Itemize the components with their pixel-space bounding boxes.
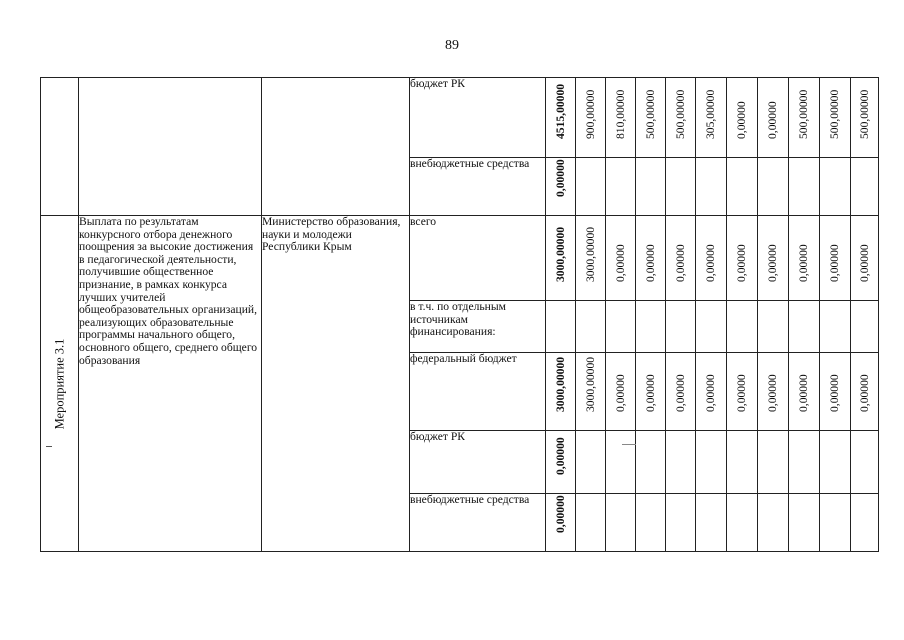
year-amount: 0,00000	[735, 101, 748, 139]
year-amount-cell	[789, 431, 820, 494]
year-amount-cell	[758, 353, 789, 431]
total-amount: 4515,00000	[553, 83, 567, 139]
year-amount-cell	[606, 158, 636, 216]
year-amount-cell	[727, 431, 758, 494]
year-amount: 3000,00000	[583, 226, 597, 282]
year-amount-cell	[576, 494, 606, 552]
total-amount: 3000,00000	[553, 356, 567, 412]
year-amount-cell	[789, 301, 820, 353]
year-amount-cell	[851, 431, 879, 494]
year-amount-cell	[851, 216, 879, 301]
scan-mark	[46, 446, 52, 447]
year-amount: 0,00000	[735, 374, 748, 412]
year-amount: 500,00000	[828, 89, 841, 139]
year-amount-cell	[606, 301, 636, 353]
year-amount-cell	[666, 216, 696, 301]
year-amount-cell	[820, 78, 851, 158]
year-amount-cell	[727, 216, 758, 301]
year-amount-cell	[576, 301, 606, 353]
total-amount-cell	[546, 301, 576, 353]
year-amount-cell	[727, 353, 758, 431]
year-amount-cell	[696, 353, 727, 431]
empty-cell-description	[79, 78, 262, 216]
empty-cell-executor	[262, 78, 410, 216]
year-amount: 0,00000	[673, 374, 687, 412]
total-amount-cell	[546, 78, 576, 158]
year-amount: 0,00000	[673, 244, 687, 282]
year-amount-cell	[576, 431, 606, 494]
year-amount: 0,00000	[613, 244, 627, 282]
year-amount-cell	[820, 158, 851, 216]
year-amount-cell	[820, 301, 851, 353]
year-amount-cell	[636, 494, 666, 552]
empty-cell-number	[41, 78, 79, 216]
year-amount: 0,00000	[613, 374, 627, 412]
year-amount: 0,00000	[766, 244, 779, 282]
year-amount: 0,00000	[643, 374, 657, 412]
executor: Министерство образования, науки и молодежи Республики Крым	[262, 216, 410, 552]
year-amount: 0,00000	[766, 101, 779, 139]
year-amount-cell	[606, 78, 636, 158]
year-amount-cell	[576, 353, 606, 431]
funding-source: бюджет РК	[410, 431, 546, 494]
year-amount: 0,00000	[704, 244, 717, 282]
year-amount: 810,00000	[613, 89, 627, 139]
year-amount-cell	[696, 78, 727, 158]
table-row	[41, 78, 879, 158]
year-amount: 900,00000	[583, 89, 597, 139]
year-amount-cell	[851, 494, 879, 552]
year-amount: 0,00000	[857, 244, 871, 282]
year-amount-cell	[789, 78, 820, 158]
funding-source: внебюджетные средства	[410, 494, 546, 552]
year-amount-cell	[666, 494, 696, 552]
year-amount-cell	[758, 216, 789, 301]
total-amount-cell	[546, 158, 576, 216]
year-amount-cell	[636, 353, 666, 431]
year-amount: 0,00000	[766, 374, 779, 412]
total-amount: 0,00000	[553, 437, 567, 475]
year-amount: 0,00000	[735, 244, 748, 282]
year-amount-cell	[727, 494, 758, 552]
year-amount: 0,00000	[828, 244, 841, 282]
financing-table	[40, 77, 879, 552]
funding-source: внебюджетные средства	[410, 158, 546, 216]
event-description: Выплата по результатам конкурсного отбора денежного поощрения за высокие достижения в педагогической деятельности, получившие общественное признание, в рамках конкурса лучших учителей общеобразовательных организаций, реализующих образовательные программы начального общего, основного общего, среднего общего образования	[79, 216, 262, 552]
year-amount-cell	[696, 301, 727, 353]
year-amount-cell	[666, 431, 696, 494]
year-amount-cell	[820, 494, 851, 552]
year-amount-cell	[666, 353, 696, 431]
event-label: Мероприятие 3.1	[52, 338, 67, 429]
year-amount-cell	[789, 158, 820, 216]
year-amount-cell	[636, 216, 666, 301]
year-amount-cell	[576, 158, 606, 216]
year-amount-cell	[696, 431, 727, 494]
year-amount-cell	[666, 78, 696, 158]
year-amount-cell	[666, 301, 696, 353]
year-amount-cell	[727, 78, 758, 158]
year-amount: 0,00000	[857, 374, 871, 412]
year-amount: 500,00000	[797, 89, 810, 139]
total-amount-cell	[546, 494, 576, 552]
scan-mark	[622, 444, 636, 445]
year-amount: 500,00000	[643, 89, 657, 139]
year-amount-cell	[606, 494, 636, 552]
year-amount-cell	[820, 431, 851, 494]
year-amount-cell	[789, 216, 820, 301]
year-amount: 0,00000	[704, 374, 717, 412]
year-amount-cell	[636, 431, 666, 494]
funding-source: федеральный бюджет	[410, 353, 546, 431]
funding-source: бюджет РК	[410, 78, 546, 158]
year-amount-cell	[727, 301, 758, 353]
year-amount-cell	[820, 353, 851, 431]
total-amount: 3000,00000	[553, 226, 567, 282]
year-amount-cell	[789, 494, 820, 552]
year-amount-cell	[636, 78, 666, 158]
year-amount: 3000,00000	[583, 356, 597, 412]
year-amount-cell	[758, 431, 789, 494]
total-amount-cell	[546, 216, 576, 301]
year-amount-cell	[758, 78, 789, 158]
year-amount-cell	[696, 216, 727, 301]
year-amount-cell	[820, 216, 851, 301]
year-amount-cell	[606, 216, 636, 301]
year-amount-cell	[789, 353, 820, 431]
page-number: 89	[445, 38, 459, 53]
year-amount-cell	[851, 353, 879, 431]
funding-source: всего	[410, 216, 546, 301]
year-amount-cell	[851, 78, 879, 158]
year-amount-cell	[636, 158, 666, 216]
year-amount: 0,00000	[797, 374, 810, 412]
total-amount-cell	[546, 353, 576, 431]
year-amount: 0,00000	[828, 374, 841, 412]
total-amount: 0,00000	[553, 495, 567, 533]
year-amount-cell	[758, 301, 789, 353]
total-amount: 0,00000	[553, 159, 567, 197]
year-amount: 305,00000	[704, 89, 717, 139]
year-amount-cell	[851, 158, 879, 216]
year-amount-cell	[606, 353, 636, 431]
year-amount-cell	[758, 494, 789, 552]
year-amount: 500,00000	[673, 89, 687, 139]
year-amount-cell	[576, 216, 606, 301]
year-amount-cell	[758, 158, 789, 216]
year-amount: 0,00000	[797, 244, 810, 282]
year-amount-cell	[696, 158, 727, 216]
total-amount-cell	[546, 431, 576, 494]
year-amount-cell	[636, 301, 666, 353]
year-amount-cell	[576, 78, 606, 158]
year-amount-cell	[851, 301, 879, 353]
year-amount-cell	[666, 158, 696, 216]
funding-source: в т.ч. по отдельным источникам финансирования:	[410, 301, 546, 353]
year-amount-cell	[696, 494, 727, 552]
table-row	[41, 216, 879, 301]
year-amount: 0,00000	[643, 244, 657, 282]
year-amount: 500,00000	[857, 89, 871, 139]
year-amount-cell	[727, 158, 758, 216]
year-amount-cell	[606, 431, 636, 494]
event-label-cell	[41, 216, 79, 552]
